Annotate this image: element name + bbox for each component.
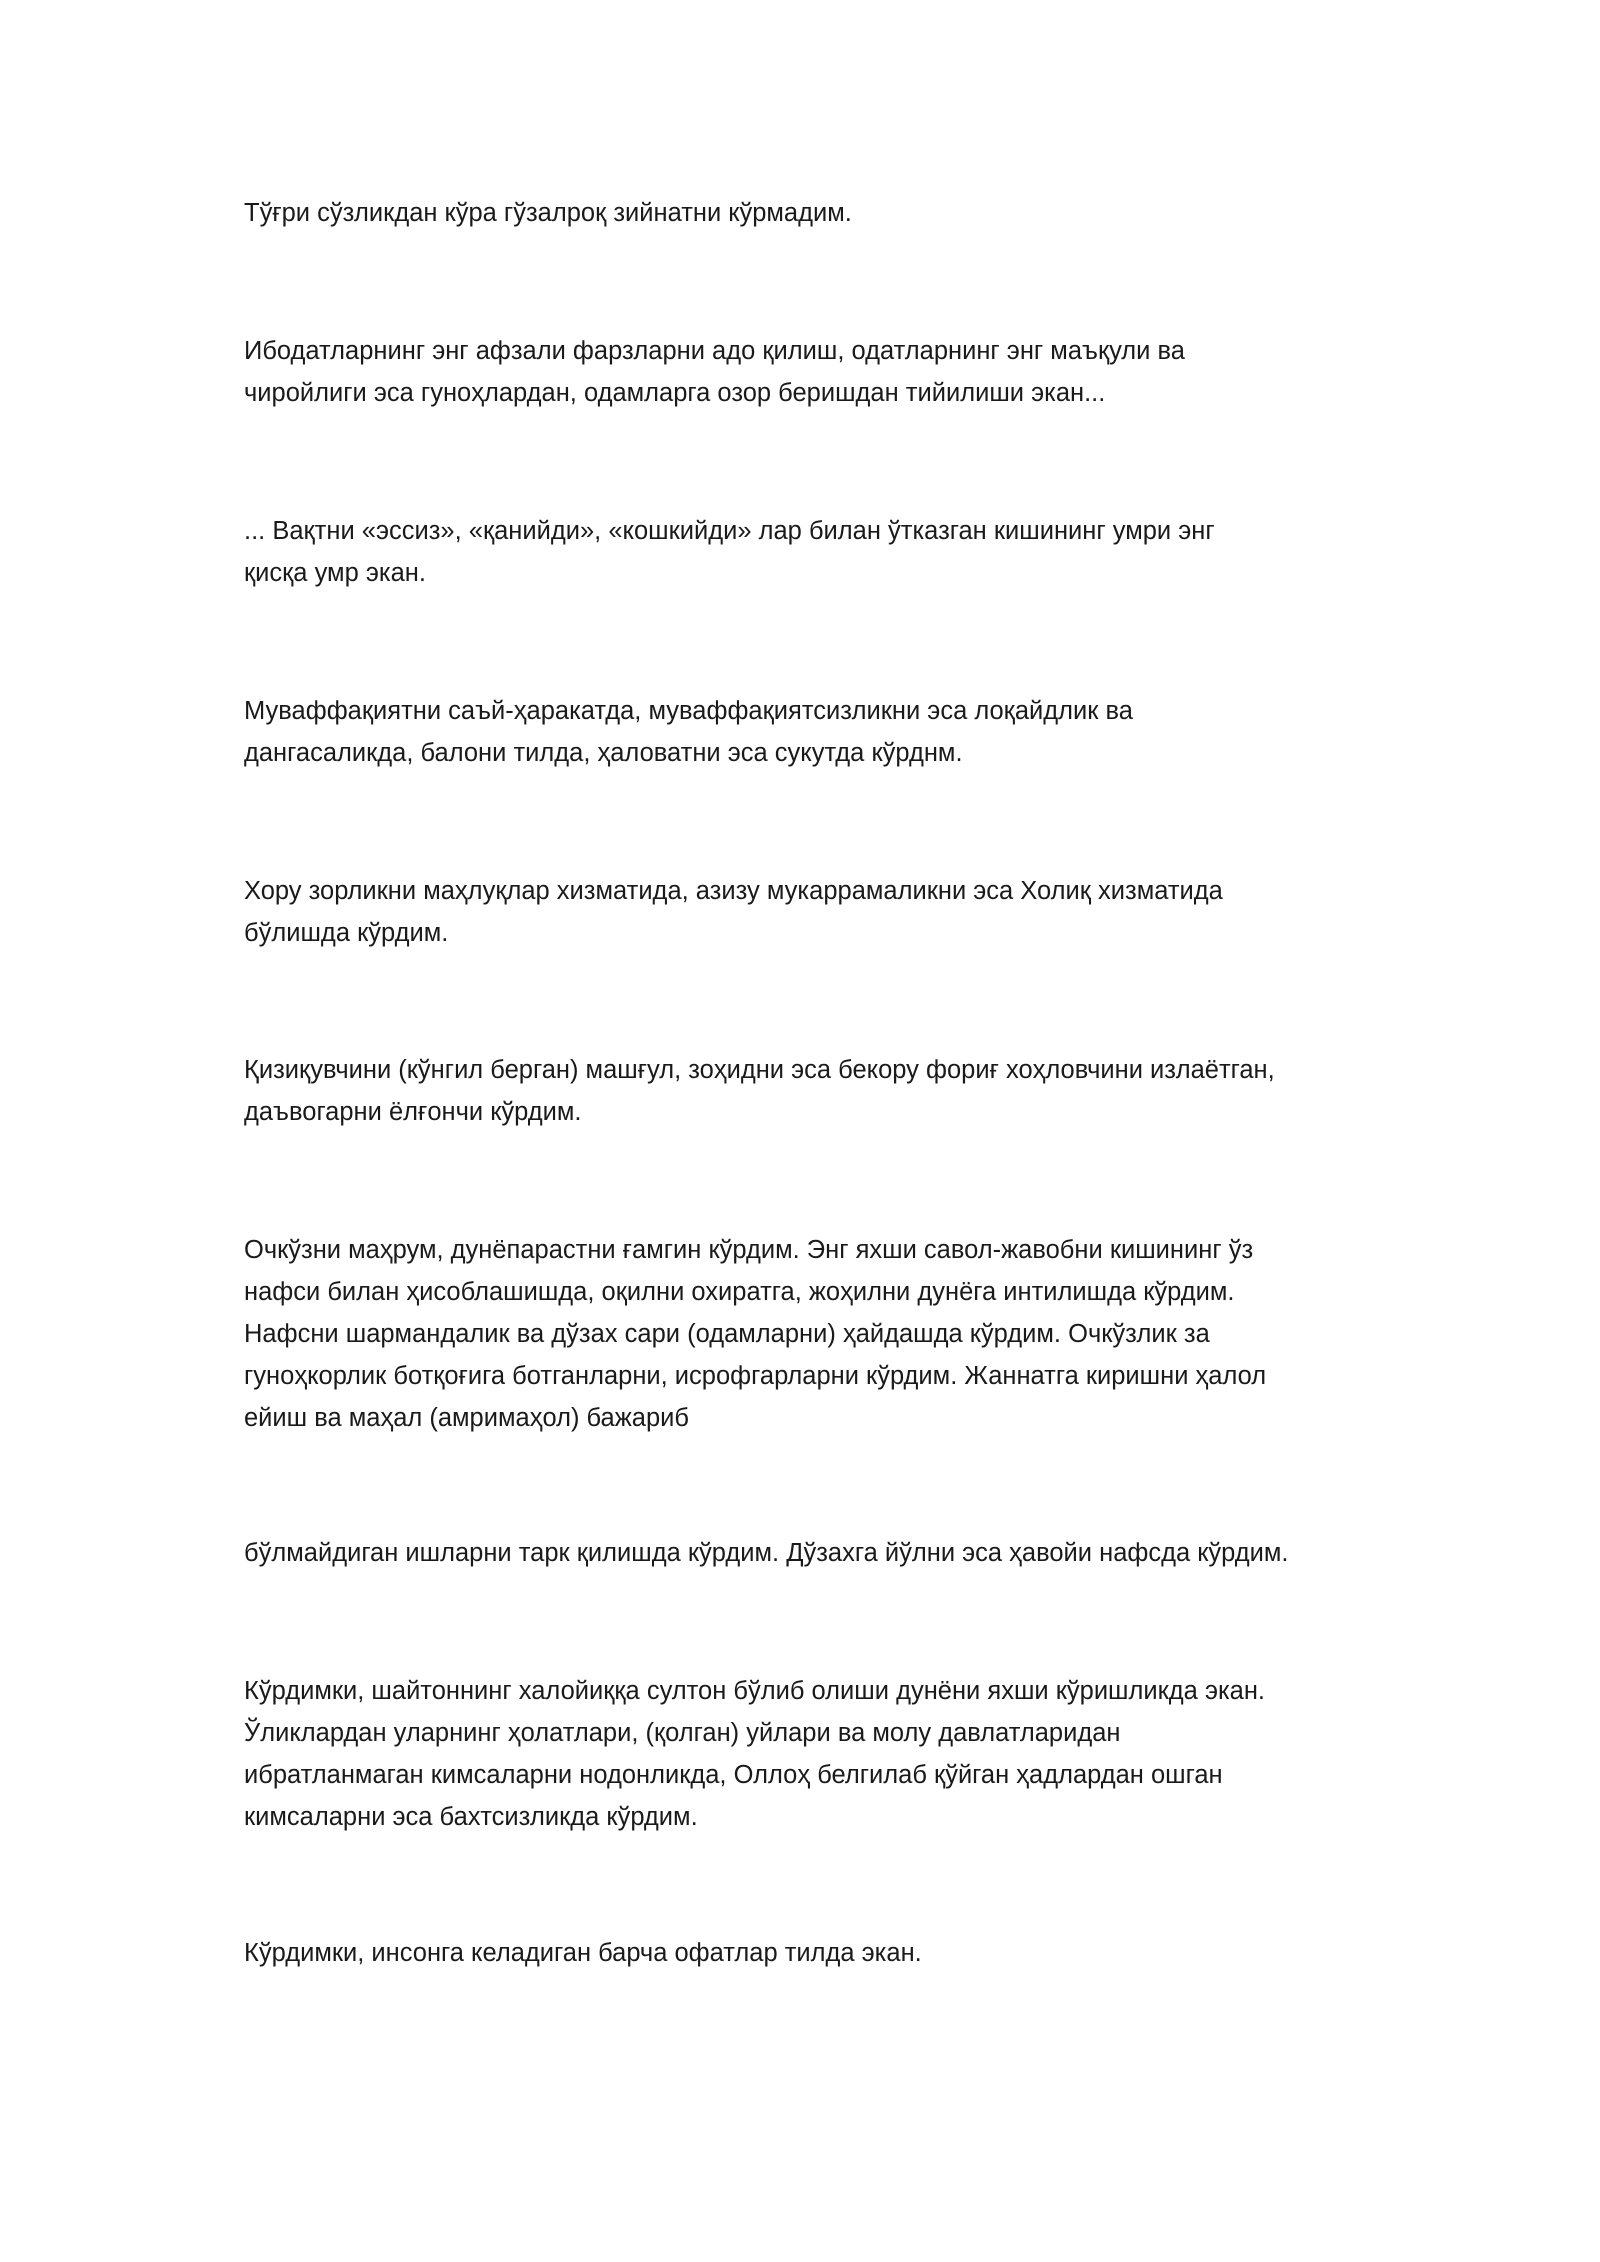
paragraph-10 xyxy=(244,1932,1384,1974)
paragraph-6 xyxy=(244,1049,1384,1133)
text-line: Муваффақиятни саъй-ҳаракатда, муваффақиятсизликни эса лоқайдлик ва xyxy=(244,697,1133,725)
text-line: бўлишда кўрдим. xyxy=(244,919,449,947)
text-line: Кўрдимки, шайтоннинг халойиққа султон бўлиб олиши дунёни яхши кўришликда экан. xyxy=(244,1677,1266,1705)
paragraph-1 xyxy=(244,192,1384,234)
text-line: Тўғри сўзликдан кўра гўзалроқ зийнатни кўрмадим. xyxy=(244,199,852,227)
text-line: бўлмайдиган ишларни тарк қилишда кўрдим. Дўзахга йўлни эса ҳавойи нафсда кўрдим. xyxy=(244,1539,1289,1567)
text-line: гуноҳкорлик ботқоғига ботганларни, исрофгарларни кўрдим. Жаннатга киришни ҳалол xyxy=(244,1362,1267,1390)
paragraph-7 xyxy=(244,1229,1384,1439)
paragraph-3 xyxy=(244,510,1384,594)
text-line: кимсаларни эса бахтсизликда кўрдим. xyxy=(244,1803,698,1831)
text-line: ... Вақтни «эссиз», «қанийди», «кошкийди» лар билан ўтказган кишининг умри энг xyxy=(244,517,1215,545)
paragraph-8 xyxy=(244,1532,1384,1574)
text-line: Очкўзни маҳрум, дунёпарастни ғамгин кўрдим. Энг яхши савол-жавобни кишининг ўз xyxy=(244,1236,1254,1264)
paragraph-4 xyxy=(244,690,1384,774)
text-line: дангасаликда, балони тилда, ҳаловатни эса сукутда кўрднм. xyxy=(244,739,963,767)
paragraph-2 xyxy=(244,330,1384,414)
text-line: чиройлиги эса гуноҳлардан, одамларга озор беришдан тийилиши экан... xyxy=(244,379,1106,407)
text-line: нафси билан ҳисоблашишда, оқилни охиратга, жоҳилни дунёга интилишда кўрдим. xyxy=(244,1278,1235,1306)
text-line: Қизиқувчини (кўнгил берган) машғул, зоҳидни эса бекору фориғ хоҳловчини излаётган, xyxy=(244,1056,1275,1084)
text-line: ибратланмаган кимсаларни нодонликда, Оллоҳ белгилаб қўйган ҳадлардан ошган xyxy=(244,1761,1223,1789)
text-line: Нафсни шармандалик ва дўзах сари (одамларни) ҳайдашда кўрдим. Очкўзлик за xyxy=(244,1320,1210,1348)
text-line: даъвогарни ёлғончи кўрдим. xyxy=(244,1098,582,1126)
text-line: Хору зорликни маҳлуқлар хизматида, азизу мукаррамаликни эса Холиқ хизматида xyxy=(244,877,1223,905)
paragraph-5 xyxy=(244,870,1384,954)
paragraph-9 xyxy=(244,1670,1384,1838)
text-line: ейиш ва маҳал (амримаҳол) бажариб xyxy=(244,1404,689,1432)
text-line: Ибодатларнинг энг афзали фарзларни адо қилиш, одатларнинг энг маъқули ва xyxy=(244,337,1185,365)
text-line: Ўликлардан уларнинг ҳолатлари, (қолган) уйлари ва молу давлатларидан xyxy=(244,1719,1121,1747)
text-line: қисқа умр экан. xyxy=(244,559,426,587)
text-line: Кўрдимки, инсонга келадиган барча офатлар тилда экан. xyxy=(244,1939,922,1967)
